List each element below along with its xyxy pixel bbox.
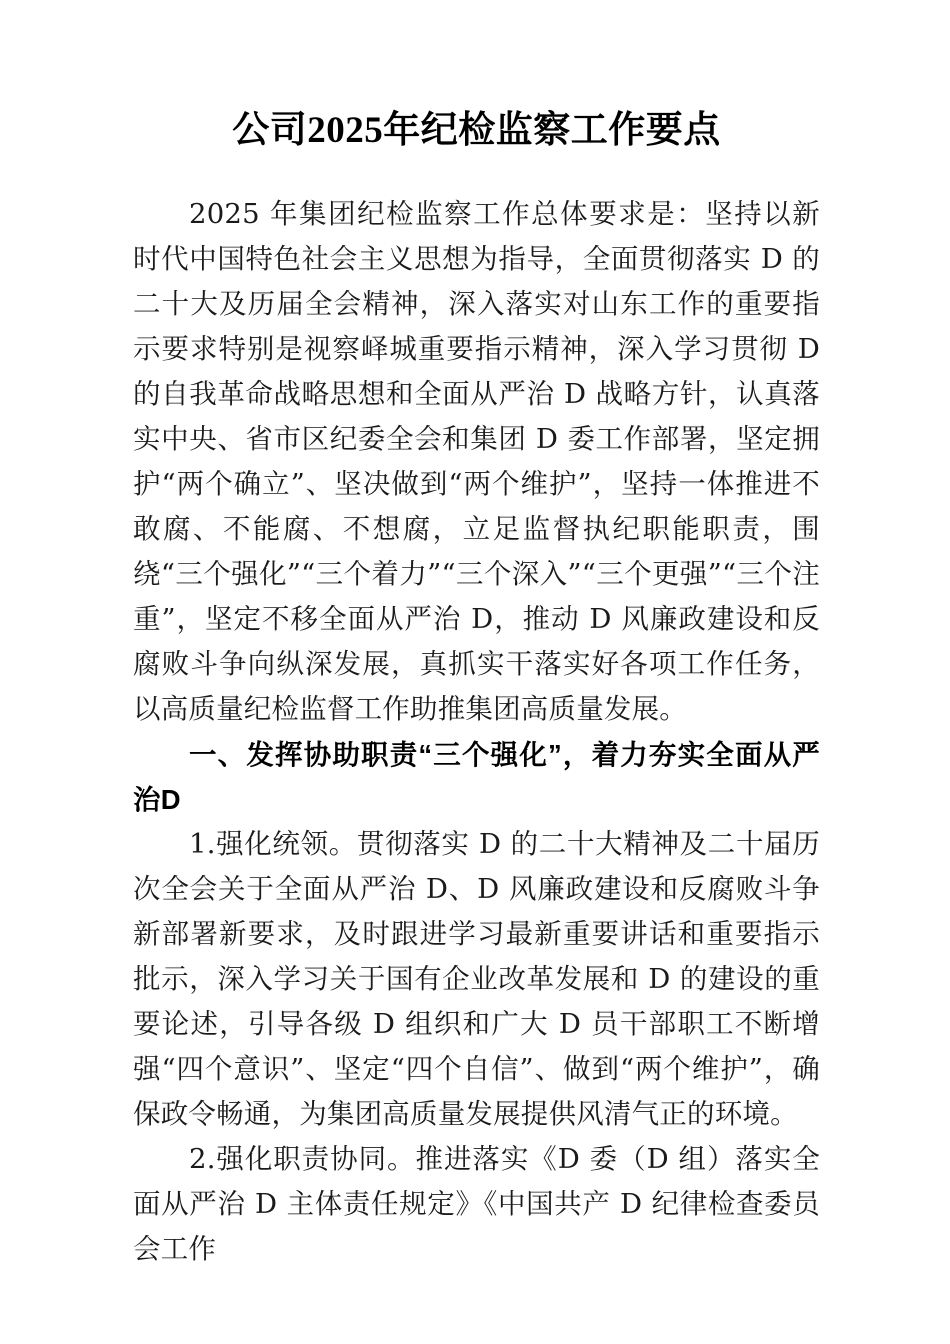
paragraph-item-2: 2.强化职责协同。推进落实《D 委（D 组）落实全面从严治 D 主体责任规定》《中国共产 D 纪律检查委员会工作 (133, 1143, 820, 1265)
page-title: 公司2025年纪检监察工作要点 (232, 110, 721, 151)
paragraph-intro: 2025 年集团纪检监察工作总体要求是：坚持以新时代中国特色社会主义思想为指导，全面贯彻落实 D 的二十大及历届全会精神，深入落实对山东工作的重要指示要求特别是视察峄城重要指示精神，深入学习贯彻 D 的自我革命战略思想和全面从严治 D 战略方针，认真落实中央、省市区纪委全会和集团 D 委工作部署，坚定拥护“两个确立”、坚决做到“两个维护”，坚持一体推进不敢腐、不能腐、不想腐，立足监督执纪职能职责，围绕“三个强化”“三个着力”“三个深入”“三个更强”“三个注重”，坚定不移全面从严治 D，推动 D 风廉政建设和反腐败斗争向纵深发展，真抓实干落实好各项工作任务，以高质量纪检监督工作助推集团高质量发展。 (133, 198, 820, 725)
document-content (133, 0, 820, 1272)
paragraph-item-1: 1.强化统领。贯彻落实 D 的二十大精神及二十届历次全会关于全面从严治 D、D 风廉政建设和反腐败斗争新部署新要求，及时跟进学习最新重要讲话和重要指示批示，深入学习关于国有企业改革发展和 D 的建设的重要论述，引导各级 D 组织和广大 D 员干部职工不断增强“四个意识”、坚定“四个自信”、做到“两个维护”，确保政令畅通，为集团高质量发展提供风清气正的环境。 (133, 828, 820, 1130)
section-heading-one: 一、发挥协助职责“三个强化”，着力夯实全面从严治D (133, 739, 820, 815)
